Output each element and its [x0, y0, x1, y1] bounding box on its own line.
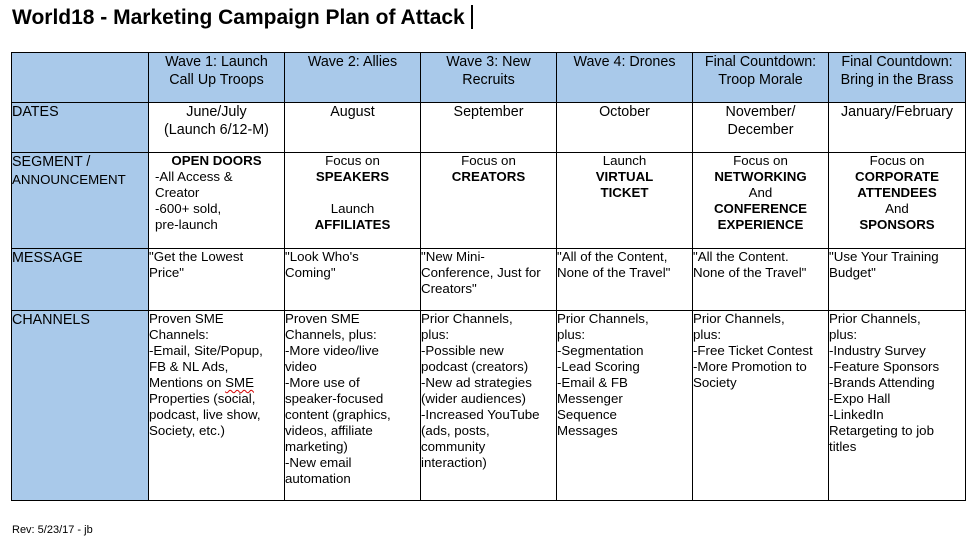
header-corner-cell[interactable] [12, 53, 149, 103]
header-wave-2[interactable]: Wave 2: Allies [285, 53, 421, 103]
spellcheck-word-sme[interactable]: SME [225, 375, 254, 390]
message-cell-wave-1[interactable]: "Get the Lowest Price" [149, 249, 285, 311]
header-wave-3[interactable]: Wave 3: New Recruits [421, 53, 557, 103]
date-cell-wave-3[interactable]: September [421, 103, 557, 153]
message-cell-wave-4[interactable]: "All of the Content, None of the Travel" [557, 249, 693, 311]
campaign-plan-table [11, 52, 966, 501]
channels-cell-wave-4[interactable]: Prior Channels, plus: -Segmentation -Lead Scoring -Email & FB Messenger Sequence Messages [557, 311, 693, 501]
segment-cell-wave-4[interactable]: Launch VIRTUAL TICKET [557, 153, 693, 249]
document-title: World18 - Marketing Campaign Plan of Attack [12, 5, 473, 31]
date-cell-wave-5[interactable]: November/ December [693, 103, 829, 153]
date-cell-wave-1[interactable]: June/July (Launch 6/12-M) [149, 103, 285, 153]
channels-cell-wave-2[interactable]: Proven SME Channels, plus: -More video/live video -More use of speaker-focused content (graphics, videos, affiliate marketing) -New email automation [285, 311, 421, 501]
header-wave-4[interactable]: Wave 4: Drones [557, 53, 693, 103]
channels-cell-wave-3[interactable]: Prior Channels, plus: -Possible new podcast (creators) -New ad strategies (wider audiences) -Increased YouTube (ads, posts, community interaction) [421, 311, 557, 501]
date-cell-wave-6[interactable]: January/February [829, 103, 966, 153]
channels-cell-wave-1[interactable]: Proven SME Channels: -Email, Site/Popup, FB & NL Ads, Mentions on SME Properties (social, podcast, live show, Society, etc.) [149, 311, 285, 501]
header-wave-1[interactable]: Wave 1: Launch Call Up Troops [149, 53, 285, 103]
segment-cell-wave-3[interactable]: Focus on CREATORS [421, 153, 557, 249]
date-cell-wave-2[interactable]: August [285, 103, 421, 153]
channels-cell-wave-6[interactable]: Prior Channels, plus: -Industry Survey -Feature Sponsors -Brands Attending -Expo Hall -LinkedIn Retargeting to job titles [829, 311, 966, 501]
message-cell-wave-5[interactable]: "All the Content. None of the Travel" [693, 249, 829, 311]
header-row [12, 53, 966, 103]
dates-row [12, 103, 966, 153]
message-cell-wave-2[interactable]: "Look Who's Coming" [285, 249, 421, 311]
text-cursor [471, 5, 473, 29]
row-label-channels[interactable]: CHANNELS [12, 311, 149, 501]
row-label-dates[interactable]: DATES [12, 103, 149, 153]
header-final-countdown-brass[interactable]: Final Countdown: Bring in the Brass [829, 53, 966, 103]
channels-row [12, 311, 966, 501]
message-cell-wave-3[interactable]: "New Mini- Conference, Just for Creators" [421, 249, 557, 311]
channels-cell-wave-5[interactable]: Prior Channels, plus: -Free Ticket Contest -More Promotion to Society [693, 311, 829, 501]
row-label-segment[interactable]: SEGMENT / ANNOUNCEMENT [12, 153, 149, 249]
header-final-countdown-troop-morale[interactable]: Final Countdown: Troop Morale [693, 53, 829, 103]
segment-row [12, 153, 966, 249]
segment-cell-wave-2[interactable]: Focus on SPEAKERS Launch AFFILIATES [285, 153, 421, 249]
segment-cell-wave-1[interactable]: OPEN DOORS -All Access & Creator -600+ sold, pre-launch [149, 153, 285, 249]
date-cell-wave-4[interactable]: October [557, 103, 693, 153]
message-cell-wave-6[interactable]: "Use Your Training Budget" [829, 249, 966, 311]
segment-cell-wave-5[interactable]: Focus on NETWORKING And CONFERENCE EXPERIENCE [693, 153, 829, 249]
row-label-message[interactable]: MESSAGE [12, 249, 149, 311]
revision-note: Rev: 5/23/17 - jb [12, 524, 93, 536]
message-row [12, 249, 966, 311]
segment-cell-wave-6[interactable]: Focus on CORPORATE ATTENDEES And SPONSORS [829, 153, 966, 249]
